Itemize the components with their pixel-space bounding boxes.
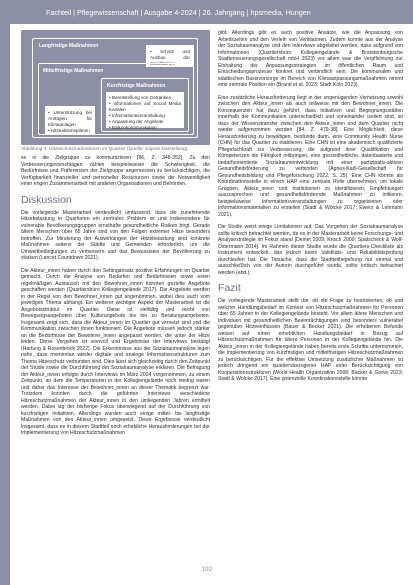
fig-mid-term-label: Mittelfristige Maßnahmen bbox=[43, 68, 104, 74]
right-column bbox=[218, 30, 403, 383]
figure-caption: Abbildung 4: Hitzeschutzmaßnahmen im Quartier (Quelle: Eigene Darstellung) bbox=[21, 147, 188, 152]
fig-long-term-box bbox=[32, 38, 198, 138]
figure-measures bbox=[21, 30, 210, 145]
page-header bbox=[0, 0, 413, 24]
page-number: 192 bbox=[201, 566, 213, 573]
fig-short-item: • Informationen auf Social Media Kanälen bbox=[109, 101, 181, 113]
paragraph: Die Akteur_innen haben durch den Settingansatz positive Erfahrungen im Quartier gemacht. Durch die Analyse von Bedarfen und Bedürfnissen sowie einen regelmäßigen Austausch mit den Bewohner_innen konnten gezielte Angebote geschaffen werden (Quartiersbüro Kollegiengelände 2017). Die Angebote werden in der Regel von den Bewohner_innen gut angenommen, wobei dies auch vom jeweiligen Thema abhängt. Ein weiterer wichtiger Aspekt der Masterarbeit ist die Angebotsstruktur im Quartier. Diese ist vielfältig und reicht von Bewegungsangeboten über Kulturangebote bis hin zu Beratungsangeboten. Insgesamt zeigt sich, dass die Akteur_innen im Quartier gut vernetzt sind und die Kommunikation zwischen ihnen funktioniert. Die Angebote müssen jedoch stärker an die Bedürfnisse der Bewohner_innen angepasst werden, die unter der Hitze leiden. Diese Vorgehen ist sinnvoll und Ergebnisse der Interviews bestätigt (Hartung & Rosenbrock 2022). Die Erkenntnisse aus der Sozialraumanalyse legen nahe, dass momentan wieder digitale und analoge Informationsstrukturen zum Thema Hitzeschutz verbunden sind. Dies lässt sich gleichzeitig durch den Zeitpunkt der Studie sowie die Durchführung der Sozialraumanalyse erklären. Die Befragung der Akteur_innen erfolgte durch Interviews im März 2024 vorgenommen, zu einem Zeitpunkt, an dem die Temperaturen in der Kollegiengelände noch niedrig waren und daher das Interesse der Bewohner_innen an dieser Thematik begrenzt war. Trotzdem konnten durch die geführten Interviews verschiedene Hitzeschutzmaßnahmen der Akteur_innen in den umliegenden Jahren ermittelt werden. Dabei lag der bisherige Fokus überwiegend auf der Durchführung von kurzfristigen Initiativen. Allerdings wurden auch einige mittel- bis langfristige Maßnahmen von den Akteur_innen umgesetzt. Diese Ergebnisse verdeutlicht insgesamt, dass es in diesem Stadtteil noch erhebliche Herausforderungen bei der Implementierung von Hitzeschutzmaßnahmen bbox=[21, 267, 210, 436]
paragraph: Die vorliegende Masterarbeit stellt dar, ob die Frage zu beantworten, ob und welcher Handlungsbedarf im Kontext von Hitzeschutzmaßnahmen für Personen über 65 Jahren in der Kollegiengelände besteht. Vor allem ältere Menschen und Individuen mit gesundheitlichen Beeinträchtigungen sind besonders vulnerabel gegenüber Hitzeeinflüssen (Bauer & Becker 2021). Die erhobenen Befunde weisen auf einen erheblichen Handlungsbedarf in Bezug auf Hitzeschutzmaßnahmen für ältere Personen in der Kollegiengelände hin. Die Akteur_innen in der Kollegiengelände haben bereits erste Schritte unternommen, die Implementierung von kurzfristigen und mittelfristigen Hitzeschutzmaßnahmen zu berücksichtigen. Für die effektive Umsetzung zusätzlicher Maßnahmen ist jedoch dringend ein quartiersbezogener HAP unter Berücksichtigung von Kooperationsstrukturen (World Health Organization 2008; Bäcker & Greve 2023; Stadt & Wölcke 2017). Eine potenzielle Koordinationsstelle könnte bbox=[218, 298, 403, 382]
paragraph: gibt. Allerdings gibt es auch positive Ansätze, wie die Anpassung von Arbeitszeiten und den Verleih von Ventilatoren. Zudem konnte aus der Analyse der Sozialraumanalyse und den Interviews abgeleitet werden, dass aufgrund von Informationen (Quartiersbüro Kollegiengelände & Brandenburgische Stadterneuerungsgesellschaft mbH 2023) vor allem was die Verpflichtung zur Einhaltung der Anpassungsstrategien im öffentlichen Raum und Entscheidungsprozesse konkret und verbindlich sein. Die kommunalen und städtischen Basisvorsorge im Bereich von Klimaanpassungsmaßnahmen nimmt eine zentrale Position ein (Brand et al. 2023; Stadt Köln 2023). bbox=[218, 30, 403, 88]
paragraph: Eine zusätzliche Herausforderung liegt in der ungenügenden Vernetzung sowohl zwischen den Akteur_innen als auch teilweise mit den Bewohner_innen. Die Konsequenzen hat dazu geführt, dass Initiativen und Begegnungsstätten innerhalb der Kommunikation unterschiedlich und voneinander isoliert sind, so dass der Wissenstransfer zwischen den Akteur_innen und dem Quartier nicht wieder aufgenommen werden [84, Z. 479-38]. Eine Möglichkeit, diese Herausforderung zu bewältigen, bestünde darin, eine Community Health Nurse (CHN) für das Quartier zu etablieren. Eine CHN ist eine akademisch qualifizierte Pflegefachkraft zur Verbesserung, die aufgrund ihrer Qualifikation und Kompetenzen die Fähigkeit mitbringen, eine gesundheitliche, datenbasierte und bedarfsorientierte Sozialraumentwicklung mit einer partizipativ-aktiven Gesundheitsförderung zu verbinden (Agnes-Karll-Gesellschaft für Gesundheitsbildung und Pflegeforschung 2022, S. 25). Eine CHN könnte als Koordinationsstelle in einem HAP eine zentrale Rolle übernehmen, um lokale Gruppen, Akteur_innen und Institutionen zu identifizieren, Empfehlungen auszusprechen und gesundheitsfördernde Maßnahmen zu initiieren, beispielsweise Informationsveranstaltungen zu organisieren oder Informationsmaterialien zu erstellen (Stadt & Wölcke 2017; Ewers & Lehmann 2021). bbox=[218, 94, 403, 218]
fig-mid-term-box bbox=[38, 63, 194, 135]
paragraph: Die vorliegende Masterarbeit verdeutlicht umfassend, dass die zunehmende Hitzebelastung in Quartieren ein zentrales Problem ist und insbesondere für vulnerable Bevölkerungsgruppen ernsthafte gesundheitliche Risiken birgt. Gerade ältere Menschen über 65 Jahre sind von den Folgen extremer Hitze besonders betroffen. Zur Minderung der Auswirkungen der Hitzebelastung sind konkrete Maßnahmen seitens der Städte und Gemeinden erforderlich, um die Umweltbedingungen zu verbessern und das Bewusstsein der Bevölkerung zu stärken (Lancet Countdown 2021). bbox=[21, 209, 210, 261]
fig-short-term-list bbox=[106, 92, 184, 128]
paragraph: se in die Zielgruppe zu kommunizieren [86, Z. 348-352]. Zu den Verbesserungsvorschlägen zählen beispielsweise die Schwierigkeit, die Bedürfnisse und Präferenzen der Zielgruppe angemessen zu berücksichtigen, die Verfügbarkeit finanzieller und personeller Ressourcen sowie die Notwendigkeit einer engen Zusammenarbeit mit anderen Organisationen und Behörden. bbox=[21, 155, 210, 187]
fig-short-term-box bbox=[101, 78, 189, 132]
fig-long-term-label: Langfristige Maßnahmen bbox=[39, 43, 99, 49]
paragraph: Die Studie weist einige Limitationen auf. Das Vorgehen der Sozialraumanalyse sollte kritisch betrachtet werden, da es in der Masterarbeit keine Forschungs- und Analysestrategie im Fokus stand [Deinet 2009; Krisch 2009; Spatscheck & Wolf-Ostermann 2014]. Im Rahmen dieser Studie wurde die Quartiers-Checkliste als Instrument entwickelt, das jedoch keine Validitäts- und Reliabilitätsprüfung durchlaufen hat. Die Tatsache, dass die Stadtteilbegehung nur einmal und ausschließlich von der Autorin durchgeführt wurde, sollte kritisch betrachtet werden (ebd.). bbox=[218, 224, 403, 276]
section-heading-conclusion: Fazit bbox=[218, 282, 241, 294]
fig-mid-term-list bbox=[45, 106, 95, 134]
section-heading-discussion: Diskussion bbox=[21, 193, 72, 206]
fig-short-item: • Anpassung der Angebote bbox=[109, 119, 181, 125]
fig-short-term-label: Kurzfristige Maßnahmen bbox=[107, 83, 166, 89]
fig-green-areas-box: • Schutz und Ausbau der Grünflächen bbox=[146, 45, 194, 67]
left-column bbox=[21, 30, 210, 437]
fig-mid-item: • Unterstützung bei Anträgen für Klimaanlagen bbox=[48, 110, 92, 128]
side-bar bbox=[0, 24, 10, 585]
fig-mid-item: • Hitzeaktionsplänen bbox=[48, 128, 92, 134]
fig-short-item: • Bereitstellung von Getränken bbox=[109, 95, 181, 101]
fig-short-item: • Informationsveranstaltung bbox=[109, 113, 181, 119]
header-text: Fachteil | Pflegewissenschaft | Ausgabe 4-2024 | 26. Jahrgang | hpsmedia, Hungen bbox=[46, 7, 311, 17]
fig-short-item: • Balkonkommunikation bbox=[109, 125, 181, 131]
